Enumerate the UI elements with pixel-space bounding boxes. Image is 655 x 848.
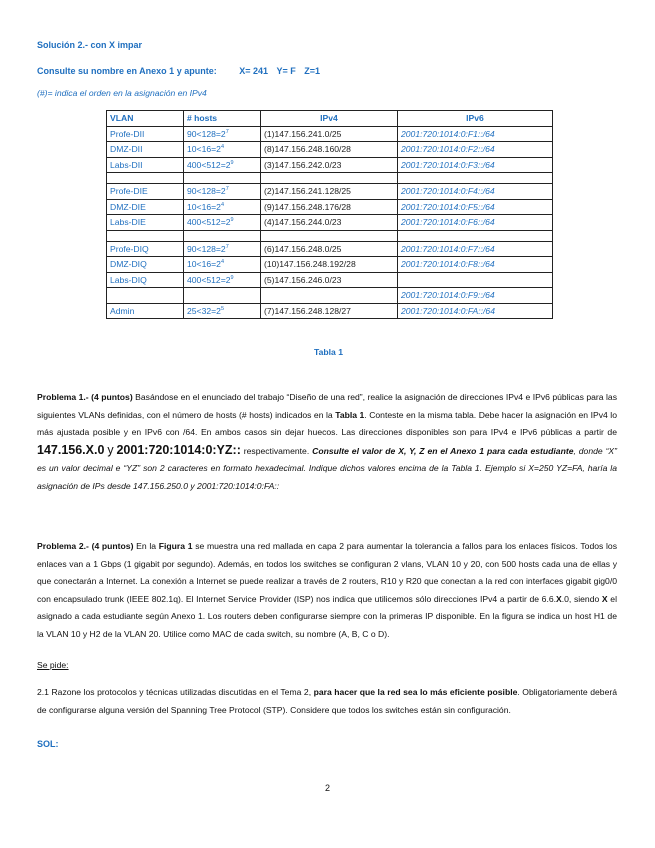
page-number: 2 bbox=[324, 783, 330, 793]
question-2-1-bold: para hacer que la red sea lo más eficiente posible bbox=[313, 687, 518, 697]
problema-1-points: (4 puntos) bbox=[91, 392, 133, 402]
col-header-hosts: # hosts bbox=[184, 111, 261, 127]
ipv4-cell bbox=[261, 173, 398, 184]
table-row bbox=[107, 241, 553, 257]
ipv6-cell: 2001:720:1014:0:F2::/64 bbox=[398, 142, 553, 158]
ipv6-cell: 2001:720:1014:0:F7::/64 bbox=[398, 241, 553, 257]
problema-2-text-b: se muestra una red mallada en capa 2 para aumentar la tolerancia a fallos para los enlaces físicos. Todos los enlaces van a 1 Gbps (1 gigabit por segundo). Además, en todos los switches se configuran 2 vlans, VLAN 10 y 20, con 500 hosts cada una de ellas y que conectarán a Internet. La conexión a Internet se puede realizar a través de 2 routers, R10 y R20 que conectan a la red con interfaces gigabit gig0/0 con encapsulado trunk (IEEE 802.1q). El Internet Service Provider (ISP) nos indica que utilicemos sólo direcciones IPv4 a partir de 6.6. bbox=[37, 541, 618, 604]
vlan-name-cell: Profe-DII bbox=[107, 126, 184, 142]
hosts-value: 90<128=2 bbox=[187, 186, 226, 197]
question-2-1 bbox=[37, 684, 617, 719]
hosts-value: 400<512=2 bbox=[187, 217, 231, 228]
table-row bbox=[107, 288, 553, 304]
table-row bbox=[107, 157, 553, 173]
question-2-1-text-b: . Obligatoriamente deberá de configurarse alguna versión del Spanning Tree Protocol (STP). Considere que todos los switches están sin configuración. bbox=[37, 687, 617, 715]
problema-1-text-a: Basándose en el enunciado del trabajo “Diseño de una red”, realice la asignación de direcciones IPv4 e IPv6 públicas para las siguientes VLANs definidas, con el número de hosts (# hosts) indicados en la bbox=[37, 392, 617, 420]
sol-label: SOL: bbox=[37, 739, 59, 749]
hosts-exponent: 4 bbox=[220, 259, 224, 266]
ipv6-cell bbox=[398, 272, 553, 288]
hosts-exponent: 7 bbox=[225, 186, 229, 193]
hosts-exponent: 9 bbox=[230, 217, 234, 224]
table-row bbox=[107, 142, 553, 158]
hosts-exponent: 7 bbox=[225, 243, 229, 250]
vlan-name-cell: DMZ-DIE bbox=[107, 199, 184, 215]
ipv6-cell: 2001:720:1014:0:F5::/64 bbox=[398, 199, 553, 215]
x-value: X= 241 bbox=[239, 66, 268, 76]
vlan-table-body bbox=[107, 126, 553, 319]
hosts-cell bbox=[184, 157, 261, 173]
ipv6-cell: 2001:720:1014:0:F3::/64 bbox=[398, 157, 553, 173]
problema-2-text-c: .0, siendo bbox=[561, 593, 600, 604]
table-row bbox=[107, 126, 553, 142]
hosts-cell bbox=[184, 215, 261, 231]
col-header-vlan: VLAN bbox=[107, 111, 184, 127]
ipv4-cell: (6)147.156.248.0/25 bbox=[261, 241, 398, 257]
ipv4-cell: (2)147.156.241.128/25 bbox=[261, 184, 398, 200]
hosts-exponent: 7 bbox=[225, 128, 229, 135]
ipv4-cell: (1)147.156.241.0/25 bbox=[261, 126, 398, 142]
vlan-name-cell: Labs-DII bbox=[107, 157, 184, 173]
table-row bbox=[107, 303, 553, 319]
hosts-value: 25<32=2 bbox=[187, 305, 221, 316]
table-caption: Tabla 1 bbox=[314, 347, 343, 357]
hosts-cell bbox=[184, 241, 261, 257]
hosts-cell bbox=[184, 230, 261, 241]
question-2-1-text-a: 2.1 Razone los protocolos y técnicas utilizadas discutidas en el Tema 2, bbox=[37, 687, 312, 697]
vlan-name-cell bbox=[107, 173, 184, 184]
hosts-cell bbox=[184, 142, 261, 158]
y-value: Y= F bbox=[276, 66, 296, 76]
ipv6-base-address: 2001:720:1014:0:YZ:: bbox=[116, 442, 241, 457]
solution-title: Solución 2.- con X impar bbox=[37, 40, 143, 50]
hosts-exponent: 9 bbox=[230, 274, 234, 281]
table-reference: Tabla 1 bbox=[335, 409, 365, 420]
hosts-cell bbox=[184, 199, 261, 215]
ipv4-cell: (10)147.156.248.192/28 bbox=[261, 257, 398, 273]
ipv6-cell: 2001:720:1014:0:FA::/64 bbox=[398, 303, 553, 319]
hosts-cell bbox=[184, 126, 261, 142]
ipv6-cell bbox=[398, 173, 553, 184]
problema-1-text-c: respectivamente. bbox=[243, 445, 310, 456]
hosts-exponent: 9 bbox=[230, 159, 234, 166]
hosts-exponent: 5 bbox=[220, 305, 224, 312]
table-row bbox=[107, 272, 553, 288]
ipv4-cell: (8)147.156.248.160/28 bbox=[261, 142, 398, 158]
table-row bbox=[107, 199, 553, 215]
hosts-value: 10<16=2 bbox=[187, 259, 221, 270]
hosts-cell bbox=[184, 288, 261, 304]
ipv4-cell: (7)147.156.248.128/27 bbox=[261, 303, 398, 319]
problema-1-italic-rest: , donde “X” es un valor decimal e “YZ” son 2 caracteres en formato hexadecimal. Indique dichos valores encima de la Tabla 1. Ejemplo si X=250 YZ=FA, haría la asignación de IPs desde 147.156.250.0 y 2001:720:1014:0:FA:: bbox=[37, 445, 618, 491]
order-note: (#)= indica el orden en la asignación en IPv4 bbox=[37, 88, 207, 98]
ipv4-cell bbox=[261, 230, 398, 241]
z-value: Z=1 bbox=[304, 66, 321, 76]
ipv6-cell: 2001:720:1014:0:F6::/64 bbox=[398, 215, 553, 231]
problema-1 bbox=[37, 389, 617, 496]
table-header-row bbox=[107, 111, 553, 127]
vlan-name-cell bbox=[107, 230, 184, 241]
hosts-value: 400<512=2 bbox=[187, 159, 231, 170]
problema-1-text-b: . Conteste en la misma tabla. Debe hacer la asignación en IPv4 lo más ajustada posible y en IPv6 con /64. En ambos casos sin dejar huecos. Las direcciones disponibles son para IPv4 e IPv6 públicas a partir de bbox=[37, 409, 617, 438]
ipv6-cell: 2001:720:1014:0:F1::/64 bbox=[398, 126, 553, 142]
ipv6-cell bbox=[398, 230, 553, 241]
ipv4-cell: (5)147.156.246.0/23 bbox=[261, 272, 398, 288]
table-row bbox=[107, 230, 553, 241]
hosts-value: 10<16=2 bbox=[187, 201, 221, 212]
consult-text: Consulte su nombre en Anexo 1 y apunte: bbox=[37, 66, 217, 76]
problema-2-points: (4 puntos) bbox=[91, 541, 134, 551]
hosts-value: 90<128=2 bbox=[187, 128, 226, 139]
hosts-value: 90<128=2 bbox=[187, 243, 226, 254]
consult-instruction: Consulte el valor de X, Y, Z en el Anexo 1 para cada estudiante bbox=[312, 445, 574, 456]
consult-line bbox=[37, 66, 320, 76]
vlan-name-cell bbox=[107, 288, 184, 304]
hosts-exponent: 4 bbox=[220, 144, 224, 151]
hosts-cell bbox=[184, 173, 261, 184]
vlan-table bbox=[106, 110, 553, 319]
vlan-name-cell: Labs-DIQ bbox=[107, 272, 184, 288]
ipv4-cell: (9)147.156.248.176/28 bbox=[261, 199, 398, 215]
hosts-cell bbox=[184, 184, 261, 200]
hosts-exponent: 4 bbox=[220, 201, 224, 208]
problema-2-text-a: En la bbox=[136, 541, 157, 551]
ipv6-cell: 2001:720:1014:0:F8::/64 bbox=[398, 257, 553, 273]
vlan-name-cell: Labs-DIE bbox=[107, 215, 184, 231]
problema-2 bbox=[37, 538, 617, 644]
table-row bbox=[107, 215, 553, 231]
problema-2-text-d: el asignado a cada estudiante según Anexo 1. Los routers deben configurarse siempre con la primeras IP disponible. En la figura se indica un host H1 de la VLAN 10 y H2 de la VLAN 20. Utilice como MAC de cada switch, su nombre (A, B, C o D). bbox=[37, 593, 617, 639]
vlan-name-cell: Profe-DIQ bbox=[107, 241, 184, 257]
ipv4-cell bbox=[261, 288, 398, 304]
vlan-name-cell: DMZ-DII bbox=[107, 142, 184, 158]
ipv4-cell: (3)147.156.242.0/23 bbox=[261, 157, 398, 173]
hosts-cell bbox=[184, 257, 261, 273]
table-row bbox=[107, 257, 553, 273]
x-variable-2: X bbox=[601, 593, 608, 604]
col-header-ipv6: IPv6 bbox=[398, 111, 553, 127]
se-pide-heading: Se pide: bbox=[37, 660, 69, 670]
hosts-value: 10<16=2 bbox=[187, 144, 221, 155]
ipv4-base-address: 147.156.X.0 bbox=[37, 442, 105, 457]
ipv6-cell: 2001:720:1014:0:F9::/64 bbox=[398, 288, 553, 304]
hosts-cell bbox=[184, 272, 261, 288]
vlan-name-cell: DMZ-DIQ bbox=[107, 257, 184, 273]
hosts-cell bbox=[184, 303, 261, 319]
ipv4-cell: (4)147.156.244.0/23 bbox=[261, 215, 398, 231]
x-variable: X bbox=[556, 593, 562, 604]
conjunction: y bbox=[107, 442, 114, 457]
table-row bbox=[107, 184, 553, 200]
figure-reference: Figura 1 bbox=[158, 541, 193, 551]
col-header-ipv4: IPv4 bbox=[261, 111, 398, 127]
table-row bbox=[107, 173, 553, 184]
problema-2-label: Problema 2.- bbox=[37, 541, 89, 551]
ipv6-cell: 2001:720:1014:0:F4::/64 bbox=[398, 184, 553, 200]
vlan-name-cell: Profe-DIE bbox=[107, 184, 184, 200]
problema-1-label: Problema 1.- bbox=[37, 392, 89, 402]
hosts-value: 400<512=2 bbox=[187, 274, 231, 285]
vlan-name-cell: Admin bbox=[107, 303, 184, 319]
